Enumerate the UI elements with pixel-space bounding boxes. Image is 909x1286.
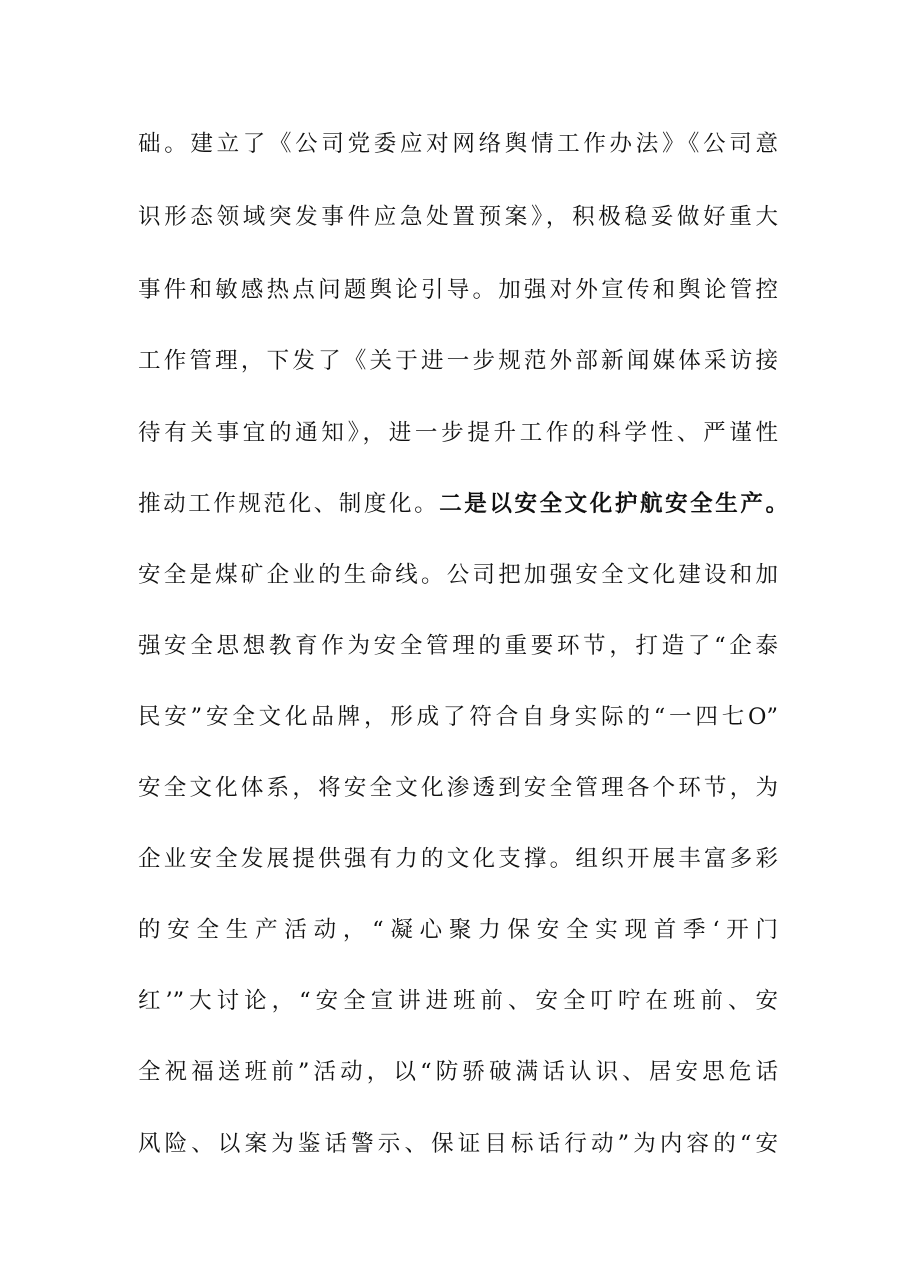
text-run: 全祝福送班前”活动，以“防骄破满话认识、居安思危话 (138, 1059, 778, 1085)
paragraph-line (138, 124, 778, 164)
paragraph-line (138, 413, 778, 453)
text-run: 民安”安全文化品牌，形成了符合自身实际的“一四七O” (138, 704, 778, 730)
text-run: 安全文化体系，将安全文化渗透到安全管理各个环节，为 (138, 775, 778, 801)
text-run: 事件和敏感热点问题舆论引导。加强对外宣传和舆论管控 (138, 277, 778, 303)
text-run: 强安全思想教育作为安全管理的重要环节，打造了“企泰 (138, 633, 778, 659)
paragraph-line (138, 910, 778, 950)
paragraph-line (138, 484, 788, 524)
paragraph-line (138, 555, 778, 595)
bold-heading-run: 二是以安全文化护航安全生产。 (439, 491, 788, 517)
paragraph-line (138, 197, 778, 237)
text-run: 企业安全发展提供强有力的文化支撑。组织开展丰富多彩 (138, 846, 778, 872)
paragraph-line (138, 270, 778, 310)
paragraph-line (138, 1124, 778, 1164)
paragraph-line (138, 839, 778, 879)
paragraph-line (138, 626, 778, 666)
text-run: 的安全生产活动，“凝心聚力保安全实现首季‘开门 (138, 917, 778, 943)
paragraph-line (138, 981, 778, 1021)
text-run: 础。建立了《公司党委应对网络舆情工作办法》《公司意 (138, 131, 778, 157)
paragraph-line (138, 341, 778, 381)
text-run: 推动工作规范化、制度化。 (138, 491, 440, 517)
text-run: 安全是煤矿企业的生命线。公司把加强安全文化建设和加 (138, 562, 778, 588)
paragraph-line (138, 768, 778, 808)
text-run: 工作管理，下发了《关于进一步规范外部新闻媒体采访接 (138, 348, 778, 374)
paragraph-line (138, 1052, 778, 1092)
text-run: 风险、以案为鉴话警示、保证目标话行动”为内容的“安 (138, 1131, 778, 1157)
text-run: 红’”大讨论，“安全宣讲进班前、安全叮咛在班前、安 (138, 988, 778, 1014)
text-run: 识形态领域突发事件应急处置预案》，积极稳妥做好重大 (138, 204, 778, 230)
text-run: 待有关事宜的通知》，进一步提升工作的科学性、严谨性 (138, 420, 778, 446)
paragraph-line (138, 697, 778, 737)
